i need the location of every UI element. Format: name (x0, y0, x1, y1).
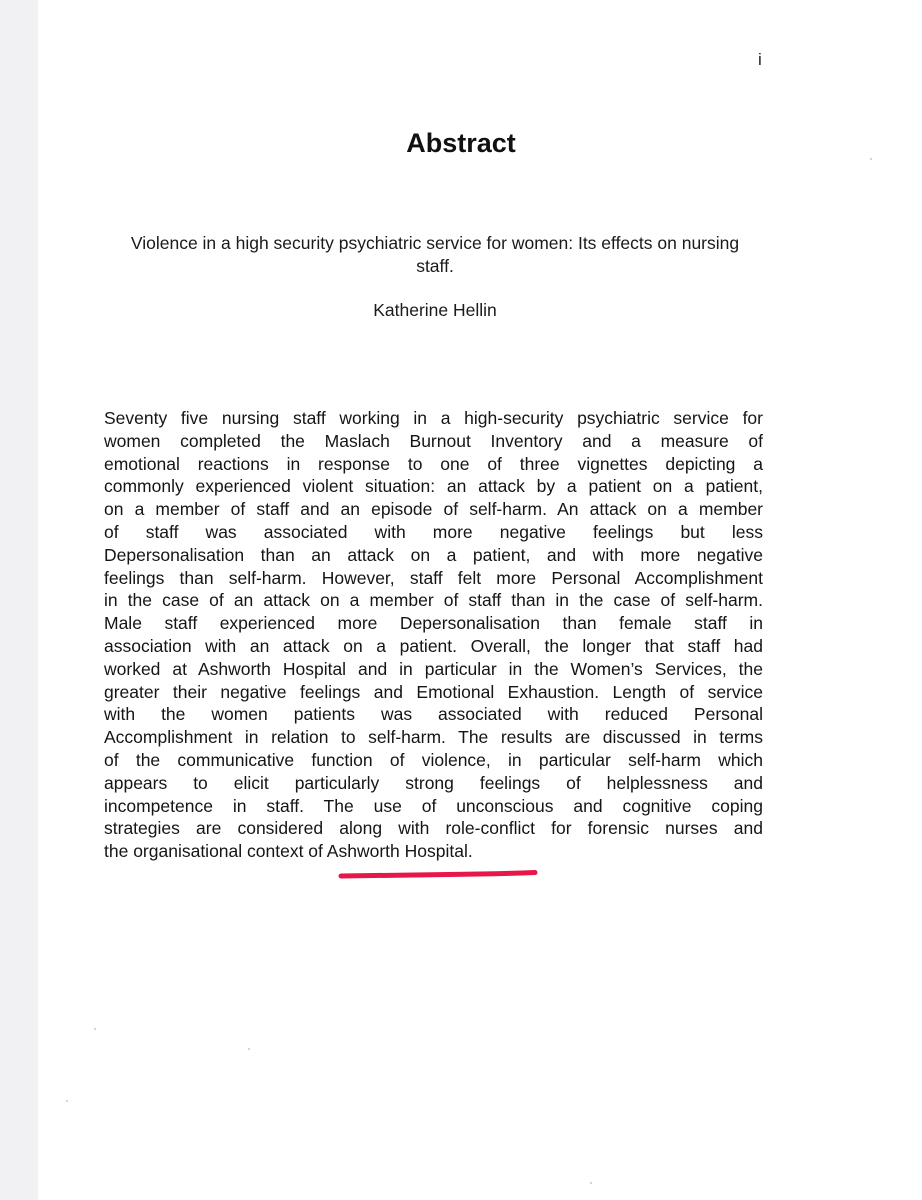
page-title: Abstract (406, 128, 516, 158)
scan-speck (590, 1182, 592, 1184)
abstract-line: feelings than self-harm. However, staff felt more Personal Accomplishment (104, 567, 763, 588)
abstract-line: the organisational context of Ashworth Hospital. (104, 841, 473, 862)
abstract-line: Male staff experienced more Depersonalisation than female staff in (104, 613, 763, 634)
abstract-line: appears to elicit particularly strong feelings of helplessness and (104, 772, 763, 793)
page-number: i (758, 50, 762, 69)
author-name: Katherine Hellin (373, 300, 497, 320)
abstract-line: women completed the Maslach Burnout Inventory and a measure of (104, 430, 763, 451)
thesis-title: Violence in a high security psychiatric service for women: Its effects on nursing staff. (130, 233, 740, 276)
abstract-line: incompetence in staff. The use of unconscious and cognitive coping (104, 795, 763, 816)
abstract-line: emotional reactions in response to one of three vignettes depicting a (104, 453, 763, 474)
abstract-body (104, 407, 763, 863)
abstract-line: worked at Ashworth Hospital and in particular in the Women’s Services, the (104, 658, 763, 679)
abstract-line: Accomplishment in relation to self-harm. The results are discussed in terms (104, 727, 763, 748)
scan-speck (248, 1048, 250, 1050)
abstract-line: of the communicative function of violence, in particular self-harm which (104, 749, 763, 770)
viewer-margin (0, 0, 38, 1200)
abstract-line: with the women patients was associated with reduced Personal (104, 704, 763, 725)
abstract-line: in the case of an attack on a member of staff than in the case of self-harm. (104, 590, 763, 611)
scan-speck (94, 1028, 96, 1030)
abstract-line: greater their negative feelings and Emotional Exhaustion. Length of service (104, 681, 763, 702)
abstract-line: of staff was associated with more negative feelings but less (104, 521, 763, 542)
abstract-line: Seventy five nursing staff working in a high-security psychiatric service for (104, 408, 763, 428)
scan-speck (66, 1100, 68, 1102)
abstract-line: commonly experienced violent situation: an attack by a patient on a patient, (104, 476, 763, 497)
abstract-line: Depersonalisation than an attack on a patient, and with more negative (104, 544, 763, 565)
abstract-line: strategies are considered along with role-conflict for forensic nurses and (104, 818, 763, 839)
abstract-line: on a member of staff and an episode of self-harm. An attack on a member (104, 499, 763, 520)
abstract-line: association with an attack on a patient. Overall, the longer that staff had (104, 635, 763, 656)
highlight-underline-annotation (338, 870, 538, 880)
